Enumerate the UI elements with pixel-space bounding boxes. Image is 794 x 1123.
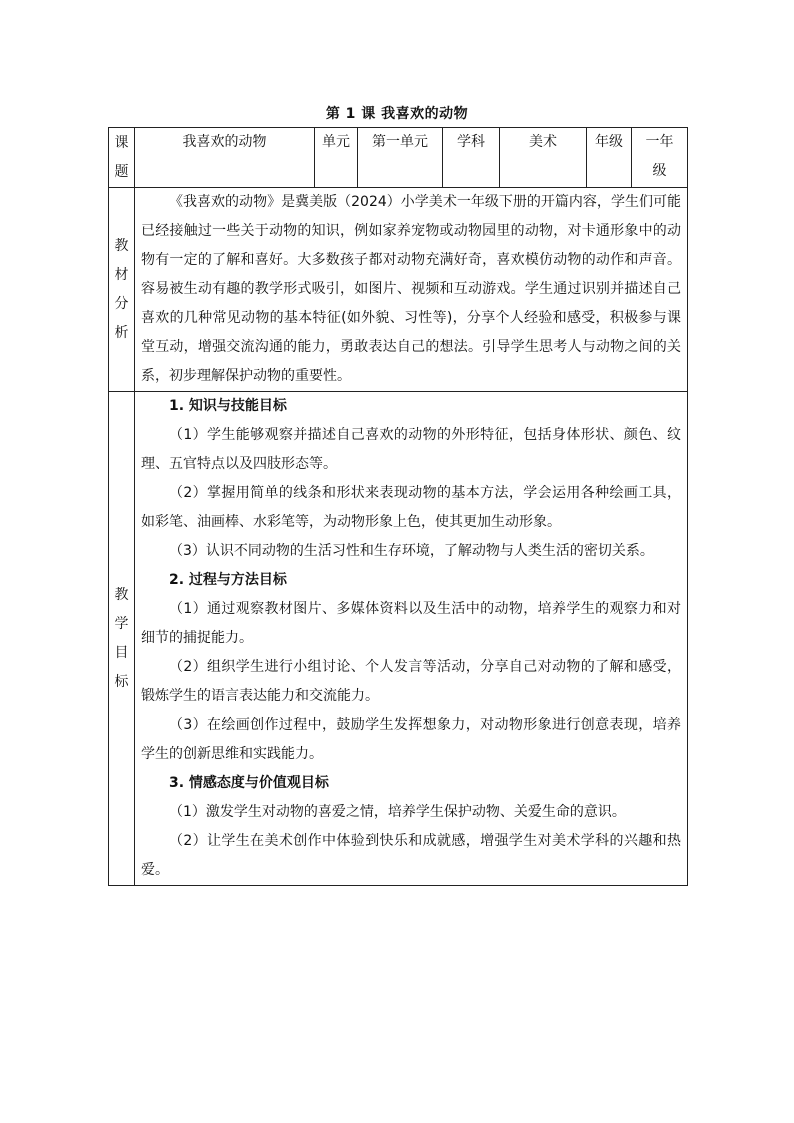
analysis-label-char: 材: [114, 266, 129, 283]
subject-label: 学科: [443, 128, 500, 188]
section-heading: 2. 过程与方法目标: [169, 572, 287, 588]
goal-paragraph: （3）认识不同动物的生活习性和生存环境，了解动物与人类生活的密切关系。: [169, 543, 654, 559]
goals-label-char: 学: [114, 615, 129, 632]
header-row: [109, 128, 688, 188]
goal-paragraph: （2）掌握用简单的线条和形状来表现动物的基本方法，学会运用各种绘画工具，如彩笔、油画棒、水彩笔等，为动物形象上色，使其更加生动形象。: [141, 485, 681, 530]
goal-paragraph: （1）激发学生对动物的喜爱之情，培养学生保护动物、关爱生命的意识。: [169, 804, 626, 820]
goals-label-char: 目: [114, 644, 129, 661]
grade-value-cell: [632, 128, 688, 188]
lesson-plan-table: [108, 127, 688, 886]
goal-paragraph: （2）让学生在美术创作中体验到快乐和成就感，增强学生对美术学科的兴趣和热爱。: [141, 833, 681, 878]
unit-value: 第一单元: [358, 128, 443, 188]
goals-label-char: 教: [114, 586, 129, 603]
analysis-label-char: 教: [114, 237, 129, 254]
goals-row: [109, 392, 688, 886]
goal-paragraph: （1）通过观察教材图片、多媒体资料以及生活中的动物，培养学生的观察力和对细节的捕捉能力。: [141, 601, 681, 646]
goal-paragraph: （2）组织学生进行小组讨论、个人发言等活动，分享自己对动物的了解和感受，锻炼学生的语言表达能力和交流能力。: [141, 659, 681, 704]
goals-content: [135, 392, 688, 886]
topic-value: 我喜欢的动物: [135, 128, 315, 188]
section-heading: 3. 情感态度与价值观目标: [169, 775, 329, 791]
analysis-label-char: 分: [114, 295, 129, 312]
subject-value: 美术: [500, 128, 587, 188]
goals-label-char: 标: [114, 673, 129, 690]
unit-label: 单元: [315, 128, 358, 188]
grade-value-line: 一年: [645, 134, 674, 150]
goals-label-cell: [109, 392, 135, 886]
topic-label-char: 题: [114, 163, 129, 180]
analysis-row: [109, 188, 688, 392]
analysis-label-cell: [109, 188, 135, 392]
grade-label: 年级: [587, 128, 632, 188]
topic-label-char: 课: [114, 134, 129, 151]
goal-paragraph: （3）在绘画创作过程中，鼓励学生发挥想象力，对动物形象进行创意表现，培养学生的创新思维和实践能力。: [141, 717, 681, 762]
analysis-paragraph: 《我喜欢的动物》是冀美版（2024）小学美术一年级下册的开篇内容，学生们可能已经接触过一些关于动物的知识，例如家养宠物或动物园里的动物，对卡通形象中的动物有一定的了解和喜好。大多数孩子都对动物充满好奇，喜欢模仿动物的动作和声音。容易被生动有趣的教学形式吸引，如图片、视频和互动游戏。学生通过识别并描述自己喜欢的几种常见动物的基本特征(如外貌、习性等)，分享个人经验和感受，积极参与课堂互动，增强交流沟通的能力，勇敢表达自己的想法。引导学生思考人与动物之间的关系，初步理解保护动物的重要性。: [141, 194, 681, 384]
topic-label-cell: [109, 128, 135, 188]
section-heading: 1. 知识与技能目标: [169, 398, 287, 414]
analysis-content: [135, 188, 688, 392]
analysis-label-char: 析: [114, 324, 129, 341]
page-title: 第 1 课 我喜欢的动物: [325, 106, 469, 122]
grade-value-line: 级: [652, 163, 667, 179]
goal-paragraph: （1）学生能够观察并描述自己喜欢的动物的外形特征，包括身体形状、颜色、纹理、五官特点以及四肢形态等。: [141, 427, 681, 472]
